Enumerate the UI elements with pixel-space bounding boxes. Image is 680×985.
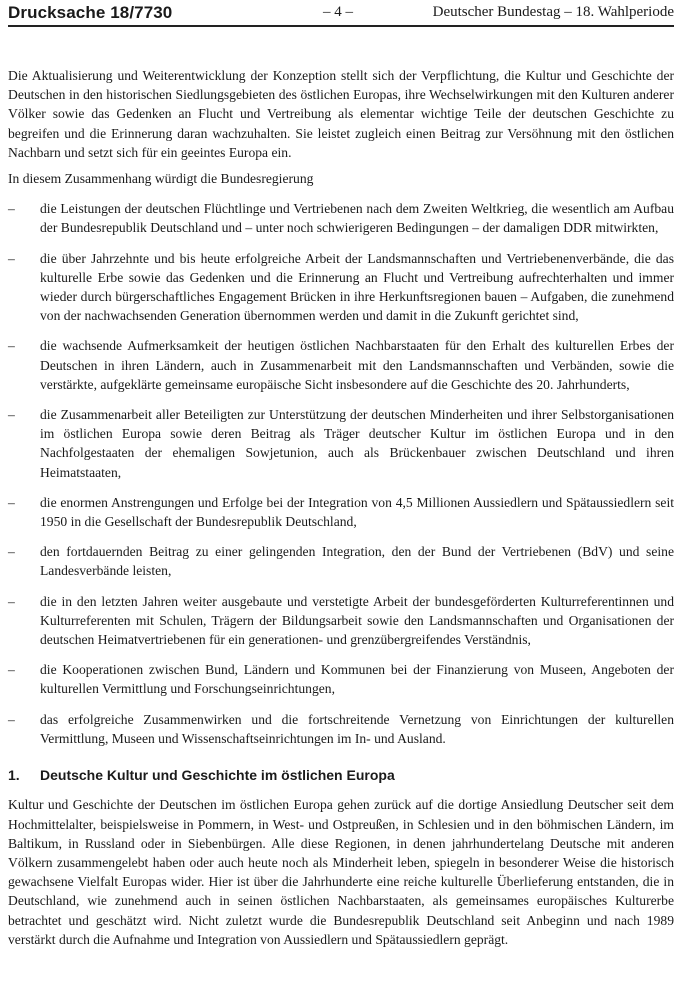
intro-paragraph: Die Aktualisierung und Weiterentwicklung der Konzeption stellt sich der Verpflichtung, die Kultur und Geschichte der Deutschen in den historischen Siedlungsgebieten des östlichen Europas, ihre Wechselwirkungen mit den Kulturen anderer Völker sowie das Gedenken an Flucht und Vertreibung als elementar wichtige Teile der deutschen Geschichte zu begreifen und die Erinnerung daran wachzuhalten. Sie leistet zugleich einen Beitrag zur Versöhnung mit den östlichen Nachbarn und setzt sich für ein geeintes Europa ein. (8, 68, 674, 160)
list-dash: – (8, 338, 15, 354)
page-header (8, 3, 674, 33)
list-item (8, 405, 674, 482)
section-title: Deutsche Kultur und Geschichte im östlichen Europa (40, 767, 395, 784)
list-dash: – (8, 544, 15, 560)
list-item (8, 336, 674, 394)
list-item-text: die enormen Anstrengungen und Erfolge bei der Integration von 4,5 Millionen Aussiedlern und Spätaussiedlern seit 1950 in die Gesellschaft der Bundesrepublik Deutschland, (40, 494, 674, 530)
list-dash: – (8, 711, 15, 727)
document-body (8, 66, 674, 949)
list-item (8, 493, 674, 531)
list-item-text: das erfolgreiche Zusammenwirken und die fortschreitende Vernetzung von Einrichtungen der kulturellen Vermittlung, Museen und Wissenschaftseinrichtungen im In- und Ausland. (40, 711, 674, 746)
list-dash: – (8, 407, 15, 423)
page-number: – 4 – (323, 4, 353, 20)
list-dash: – (8, 201, 15, 217)
list-item (8, 660, 674, 698)
acknowledgement-list (8, 199, 674, 748)
list-intro: In diesem Zusammenhang würdigt die Bundesregierung (8, 171, 314, 187)
list-dash: – (8, 494, 15, 510)
list-item (8, 249, 674, 326)
list-item-text: die wachsende Aufmerksamkeit der heutigen östlichen Nachbarstaaten für den Erhalt des kulturellen Erbes der Deutschen in ihren Ländern, auch in Zusammenarbeit mit den Landsmannschaften und Verbänden, sowie die verstärkte, aufgeklärte gemeinsame europäische Sicht insbesondere auf die Geschichte des 20. Jahrhunderts, (40, 338, 674, 392)
list-item (8, 199, 674, 237)
list-item (8, 542, 674, 580)
list-item-text: die über Jahrzehnte und bis heute erfolgreiche Arbeit der Landsmannschaften und Vertriebenenverbände, die das kulturelle Erbe sowie das Gedenken und die Erinnerung an Flucht und Vertreibung aufrechterhalten und immer wieder durch bürgerschaftliches Engagement Brücken in ihre Herkunftsregionen bauen – Aufgaben, die zunehmend von der nachwachsenden Generation übernommen werden und damit in die Zukunft gerichtet sind, (40, 250, 674, 324)
header-rule (8, 25, 674, 27)
list-dash: – (8, 593, 15, 609)
list-item (8, 710, 674, 748)
list-item-text: die in den letzten Jahren weiter ausgebaute und verstetigte Arbeit der bundesgeförderten Kulturreferentinnen und Kulturreferenten mit Schulen, Trägern der Bildungsarbeit sowie den Landsmannschaften und Organisationen der deutschen Heimatvertriebenen für ein generationen- und grenzübergreifendes Verständnis, (40, 593, 674, 648)
publisher-label: Deutscher Bundestag – 18. Wahlperiode (432, 4, 674, 20)
list-dash: – (8, 250, 15, 266)
document-number: Drucksache 18/7730 (8, 3, 173, 22)
section-number: 1. (8, 767, 20, 784)
list-item-text: die Kooperationen zwischen Bund, Ländern und Kommunen bei der Finanzierung von Museen, Angeboten der kulturellen Vermittlung und Forschungseinrichtungen, (40, 662, 674, 697)
list-item-text: den fortdauernden Beitrag zu einer gelingenden Integration, den der Bund der Vertriebenen (BdV) und seine Landesverbände leisten, (40, 544, 674, 579)
list-dash: – (8, 662, 15, 678)
section-heading (8, 766, 674, 785)
list-item-text: die Zusammenarbeit aller Beteiligten zur Unterstützung der deutschen Minderheiten und ihrer Selbstorganisationen im östlichen Europa sowie deren Beitrag als Träger deutscher Kultur im östlichen Europa und in den Nachfolgestaaten der ehemaligen Sowjetunion, auch als Brückenbauer zwischen Deutschland und ihren Heimatstaaten, (40, 407, 674, 480)
list-item (8, 592, 674, 650)
list-item-text: die Leistungen der deutschen Flüchtlinge und Vertriebenen nach dem Zweiten Weltkrieg, die wesentlich am Aufbau der Bundesrepublik Deutschland und – unter noch schwierigeren Bedingungen – der damaligen DDR mitwirkten, (40, 201, 674, 236)
section-paragraph: Kultur und Geschichte der Deutschen im östlichen Europa gehen zurück auf die dortige Ansiedlung Deutscher seit dem Hochmittelalter, beispielsweise in Pommern, in West- und Ostpreußen, in Schlesien und in den böhmischen Ländern, im Baltikum, in Russland oder in Siebenbürgen. Alle diese Regionen, in denen jahrhundertelang Deutsche mit anderen Völkern zusammengelebt haben oder auch heute noch als Minderheit leben, spiegeln in besonderer Weise die historisch gewachsene Vielfalt Europas wider. Hier ist über die Jahrhunderte eine reiche kulturelle Überlieferung entstanden, die in Deutschland, wie zunehmend auch in seinen östlichen Nachbarstaaten, als gemeinsames europäisches Kulturerbe betrachtet und geschätzt wird. Nicht zuletzt wurde die Bundesrepublik Deutschland seit Anbeginn und nach 1989 verstärkt durch die Aufnahme und Integration von Aussiedlern und Spätaussiedlern geprägt. (8, 797, 674, 947)
